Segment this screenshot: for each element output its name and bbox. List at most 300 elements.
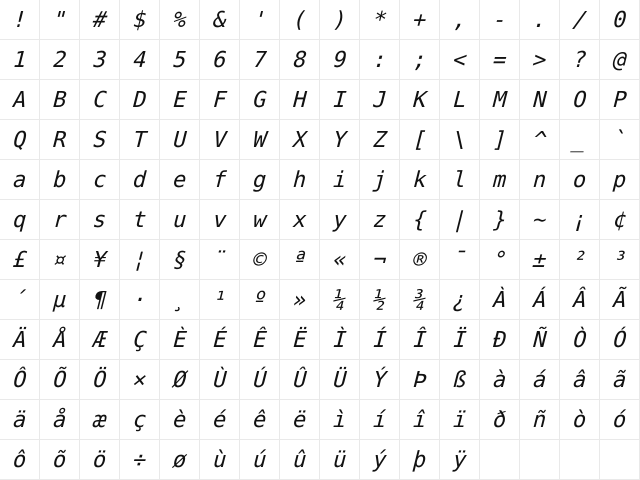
glyph-cell[interactable] bbox=[80, 400, 120, 440]
glyph-cell[interactable] bbox=[600, 320, 640, 360]
glyph-cell[interactable] bbox=[40, 40, 80, 80]
glyph: # bbox=[89, 7, 110, 33]
glyph: ] bbox=[489, 127, 510, 153]
glyph: - bbox=[489, 7, 510, 33]
glyph: Ó bbox=[609, 327, 630, 353]
glyph: ý bbox=[369, 447, 390, 473]
glyph-cell[interactable] bbox=[80, 160, 120, 200]
glyph: Ã bbox=[609, 287, 630, 313]
glyph: À bbox=[489, 287, 510, 313]
glyph: ¼ bbox=[329, 287, 350, 313]
glyph: k bbox=[409, 167, 430, 193]
glyph-cell[interactable] bbox=[40, 80, 80, 120]
glyph-cell[interactable] bbox=[280, 160, 320, 200]
glyph-cell[interactable] bbox=[120, 240, 160, 280]
glyph-cell[interactable] bbox=[320, 0, 360, 40]
glyph-cell[interactable] bbox=[160, 200, 200, 240]
glyph-cell[interactable] bbox=[0, 320, 40, 360]
glyph-cell[interactable] bbox=[520, 120, 560, 160]
glyph-cell[interactable] bbox=[40, 360, 80, 400]
glyph: Ð bbox=[489, 327, 510, 353]
glyph-cell[interactable] bbox=[400, 280, 440, 320]
glyph-cell[interactable] bbox=[560, 360, 600, 400]
glyph: ÷ bbox=[129, 447, 150, 473]
glyph: Ý bbox=[369, 367, 390, 393]
glyph-cell[interactable] bbox=[440, 400, 480, 440]
glyph: S bbox=[89, 127, 110, 153]
glyph-cell[interactable] bbox=[440, 320, 480, 360]
glyph: é bbox=[209, 407, 230, 433]
glyph: Ì bbox=[329, 327, 350, 353]
glyph: 5 bbox=[169, 47, 190, 73]
glyph-cell[interactable] bbox=[240, 0, 280, 40]
glyph-cell[interactable] bbox=[360, 160, 400, 200]
glyph-cell[interactable] bbox=[520, 0, 560, 40]
glyph-cell[interactable] bbox=[520, 360, 560, 400]
glyph: J bbox=[369, 87, 390, 113]
glyph: ¾ bbox=[409, 287, 430, 313]
glyph-cell[interactable] bbox=[400, 0, 440, 40]
glyph-cell[interactable] bbox=[600, 280, 640, 320]
glyph: Í bbox=[369, 327, 390, 353]
glyph: I bbox=[329, 87, 350, 113]
glyph-cell[interactable] bbox=[400, 400, 440, 440]
glyph-cell[interactable] bbox=[80, 360, 120, 400]
glyph: ¶ bbox=[89, 287, 110, 313]
glyph: w bbox=[249, 207, 270, 233]
glyph-cell[interactable] bbox=[320, 200, 360, 240]
glyph-cell[interactable] bbox=[440, 440, 480, 480]
glyph: 6 bbox=[209, 47, 230, 73]
glyph-cell[interactable] bbox=[0, 0, 40, 40]
glyph: « bbox=[329, 247, 350, 273]
glyph: Ü bbox=[329, 367, 350, 393]
glyph-cell[interactable] bbox=[120, 40, 160, 80]
glyph: > bbox=[529, 47, 550, 73]
glyph-cell[interactable] bbox=[600, 400, 640, 440]
glyph-cell[interactable] bbox=[400, 320, 440, 360]
glyph-cell[interactable] bbox=[320, 120, 360, 160]
glyph-cell[interactable] bbox=[120, 400, 160, 440]
glyph-cell[interactable] bbox=[40, 200, 80, 240]
glyph: 2 bbox=[49, 47, 70, 73]
glyph-cell[interactable] bbox=[440, 200, 480, 240]
glyph-cell[interactable] bbox=[240, 80, 280, 120]
glyph-cell[interactable] bbox=[40, 240, 80, 280]
glyph-cell[interactable] bbox=[200, 80, 240, 120]
glyph-cell[interactable] bbox=[80, 280, 120, 320]
glyph-cell[interactable] bbox=[520, 280, 560, 320]
glyph-cell[interactable] bbox=[360, 120, 400, 160]
glyph: þ bbox=[409, 447, 430, 473]
glyph-cell[interactable] bbox=[320, 40, 360, 80]
glyph: Ë bbox=[289, 327, 310, 353]
glyph: $ bbox=[129, 7, 150, 33]
glyph-cell[interactable] bbox=[440, 360, 480, 400]
glyph: Ñ bbox=[529, 327, 550, 353]
glyph-cell[interactable] bbox=[400, 200, 440, 240]
glyph: Ä bbox=[9, 327, 30, 353]
glyph-cell[interactable] bbox=[440, 280, 480, 320]
glyph-cell[interactable] bbox=[320, 80, 360, 120]
glyph: G bbox=[249, 87, 270, 113]
glyph-cell[interactable] bbox=[360, 40, 400, 80]
glyph-cell[interactable] bbox=[520, 80, 560, 120]
glyph: i bbox=[329, 167, 350, 193]
glyph: Î bbox=[409, 327, 430, 353]
glyph-cell[interactable] bbox=[160, 400, 200, 440]
glyph-cell[interactable] bbox=[520, 400, 560, 440]
glyph-cell[interactable] bbox=[480, 40, 520, 80]
glyph-cell[interactable] bbox=[160, 40, 200, 80]
glyph-cell[interactable] bbox=[560, 0, 600, 40]
glyph-cell[interactable] bbox=[280, 320, 320, 360]
glyph-cell[interactable] bbox=[520, 200, 560, 240]
glyph-cell[interactable] bbox=[40, 120, 80, 160]
glyph: e bbox=[169, 167, 190, 193]
glyph-cell[interactable] bbox=[480, 120, 520, 160]
glyph-cell[interactable] bbox=[440, 160, 480, 200]
glyph-cell[interactable] bbox=[200, 240, 240, 280]
glyph-cell[interactable] bbox=[0, 80, 40, 120]
glyph: ê bbox=[249, 407, 270, 433]
glyph-cell[interactable] bbox=[400, 240, 440, 280]
glyph-cell[interactable] bbox=[160, 120, 200, 160]
glyph-cell[interactable] bbox=[240, 240, 280, 280]
glyph: × bbox=[129, 367, 150, 393]
glyph-cell[interactable] bbox=[160, 280, 200, 320]
glyph-cell[interactable] bbox=[280, 0, 320, 40]
glyph: Y bbox=[329, 127, 350, 153]
glyph-cell[interactable] bbox=[40, 400, 80, 440]
glyph-cell[interactable] bbox=[280, 280, 320, 320]
glyph-cell[interactable] bbox=[600, 0, 640, 40]
glyph-cell[interactable] bbox=[560, 400, 600, 440]
glyph: R bbox=[49, 127, 70, 153]
glyph: ¥ bbox=[89, 247, 110, 273]
glyph-cell[interactable] bbox=[160, 80, 200, 120]
glyph-cell[interactable] bbox=[200, 120, 240, 160]
glyph-cell[interactable] bbox=[160, 240, 200, 280]
glyph-cell[interactable] bbox=[280, 400, 320, 440]
glyph-cell[interactable] bbox=[80, 200, 120, 240]
glyph-cell[interactable] bbox=[480, 240, 520, 280]
glyph-cell[interactable] bbox=[240, 320, 280, 360]
glyph-cell[interactable] bbox=[160, 0, 200, 40]
glyph-cell[interactable] bbox=[520, 160, 560, 200]
glyph-cell[interactable] bbox=[480, 400, 520, 440]
glyph-cell[interactable] bbox=[200, 200, 240, 240]
glyph: Û bbox=[289, 367, 310, 393]
glyph: ï bbox=[449, 407, 470, 433]
glyph-cell[interactable] bbox=[80, 120, 120, 160]
glyph-cell[interactable] bbox=[400, 440, 440, 480]
glyph: 1 bbox=[9, 47, 30, 73]
glyph-cell[interactable] bbox=[0, 440, 40, 480]
glyph: ô bbox=[9, 447, 30, 473]
glyph: Ò bbox=[569, 327, 590, 353]
glyph-cell[interactable] bbox=[480, 160, 520, 200]
glyph: Â bbox=[569, 287, 590, 313]
glyph-cell[interactable] bbox=[400, 40, 440, 80]
glyph-cell[interactable] bbox=[320, 440, 360, 480]
glyph-cell[interactable] bbox=[240, 160, 280, 200]
glyph-cell[interactable] bbox=[0, 280, 40, 320]
glyph: ã bbox=[609, 367, 630, 393]
glyph: ø bbox=[169, 447, 190, 473]
glyph-cell[interactable] bbox=[120, 0, 160, 40]
glyph-cell[interactable] bbox=[80, 80, 120, 120]
glyph-cell[interactable] bbox=[280, 120, 320, 160]
glyph-cell[interactable] bbox=[480, 80, 520, 120]
glyph: ' bbox=[249, 7, 270, 33]
glyph-cell[interactable] bbox=[200, 320, 240, 360]
glyph-cell[interactable] bbox=[240, 120, 280, 160]
glyph: ± bbox=[529, 247, 550, 273]
glyph-cell[interactable] bbox=[0, 400, 40, 440]
glyph-cell[interactable] bbox=[120, 80, 160, 120]
glyph: ò bbox=[569, 407, 590, 433]
glyph-cell[interactable] bbox=[80, 40, 120, 80]
glyph-cell[interactable] bbox=[440, 120, 480, 160]
glyph-cell[interactable] bbox=[120, 440, 160, 480]
glyph-cell[interactable] bbox=[360, 80, 400, 120]
glyph: á bbox=[529, 367, 550, 393]
glyph: ; bbox=[409, 47, 430, 73]
glyph: j bbox=[369, 167, 390, 193]
glyph-cell[interactable] bbox=[600, 40, 640, 80]
glyph-cell[interactable] bbox=[360, 360, 400, 400]
glyph-cell[interactable] bbox=[400, 120, 440, 160]
glyph-cell[interactable] bbox=[520, 240, 560, 280]
glyph: © bbox=[249, 247, 270, 273]
glyph-cell[interactable] bbox=[0, 120, 40, 160]
glyph: ` bbox=[609, 127, 630, 153]
glyph: Å bbox=[49, 327, 70, 353]
glyph-cell[interactable] bbox=[560, 240, 600, 280]
glyph: Q bbox=[9, 127, 30, 153]
glyph: ¤ bbox=[49, 247, 70, 273]
glyph: 8 bbox=[289, 47, 310, 73]
glyph-cell[interactable] bbox=[600, 80, 640, 120]
glyph: x bbox=[289, 207, 310, 233]
glyph-cell[interactable] bbox=[40, 320, 80, 360]
glyph-cell[interactable] bbox=[360, 200, 400, 240]
glyph-cell[interactable] bbox=[320, 240, 360, 280]
glyph: ñ bbox=[529, 407, 550, 433]
glyph-cell[interactable] bbox=[600, 160, 640, 200]
glyph: 3 bbox=[89, 47, 110, 73]
glyph-cell[interactable] bbox=[200, 0, 240, 40]
glyph: W bbox=[249, 127, 270, 153]
glyph-cell[interactable] bbox=[280, 200, 320, 240]
glyph: 0 bbox=[609, 7, 630, 33]
glyph-cell[interactable] bbox=[320, 280, 360, 320]
glyph-cell[interactable] bbox=[360, 320, 400, 360]
glyph-cell[interactable] bbox=[80, 240, 120, 280]
glyph: » bbox=[289, 287, 310, 313]
glyph: ¦ bbox=[129, 247, 150, 273]
glyph-cell[interactable] bbox=[440, 40, 480, 80]
glyph-cell[interactable] bbox=[360, 440, 400, 480]
glyph: V bbox=[209, 127, 230, 153]
glyph: ? bbox=[569, 47, 590, 73]
glyph-cell[interactable] bbox=[200, 160, 240, 200]
glyph-cell[interactable] bbox=[360, 280, 400, 320]
glyph: T bbox=[129, 127, 150, 153]
glyph: ® bbox=[409, 247, 430, 273]
glyph: ½ bbox=[369, 287, 390, 313]
glyph-cell[interactable] bbox=[560, 200, 600, 240]
glyph-cell[interactable] bbox=[0, 40, 40, 80]
glyph: ¯ bbox=[449, 247, 470, 273]
glyph: 7 bbox=[249, 47, 270, 73]
glyph-cell[interactable] bbox=[560, 320, 600, 360]
glyph-cell[interactable] bbox=[40, 160, 80, 200]
glyph-cell[interactable] bbox=[40, 280, 80, 320]
glyph: | bbox=[449, 207, 470, 233]
glyph-cell[interactable] bbox=[240, 360, 280, 400]
glyph-cell[interactable] bbox=[400, 360, 440, 400]
glyph: î bbox=[409, 407, 430, 433]
glyph-cell[interactable] bbox=[280, 440, 320, 480]
glyph: [ bbox=[409, 127, 430, 153]
glyph-cell[interactable] bbox=[400, 160, 440, 200]
glyph-cell[interactable] bbox=[280, 240, 320, 280]
glyph-cell[interactable] bbox=[160, 320, 200, 360]
glyph-cell[interactable] bbox=[360, 240, 400, 280]
glyph-cell[interactable] bbox=[200, 40, 240, 80]
glyph: ó bbox=[609, 407, 630, 433]
glyph: E bbox=[169, 87, 190, 113]
glyph: " bbox=[49, 7, 70, 33]
glyph: ^ bbox=[529, 127, 550, 153]
glyph-cell[interactable] bbox=[120, 280, 160, 320]
glyph: ¢ bbox=[609, 207, 630, 233]
glyph-cell[interactable] bbox=[440, 0, 480, 40]
glyph: â bbox=[569, 367, 590, 393]
glyph-cell[interactable] bbox=[120, 160, 160, 200]
glyph-cell[interactable] bbox=[80, 440, 120, 480]
glyph-cell[interactable] bbox=[160, 360, 200, 400]
glyph-cell[interactable] bbox=[480, 280, 520, 320]
glyph: K bbox=[409, 87, 430, 113]
glyph: ¿ bbox=[449, 287, 470, 313]
glyph-cell[interactable] bbox=[240, 200, 280, 240]
glyph-cell[interactable] bbox=[360, 400, 400, 440]
glyph-cell[interactable] bbox=[200, 440, 240, 480]
glyph-cell[interactable] bbox=[240, 280, 280, 320]
glyph: U bbox=[169, 127, 190, 153]
glyph: . bbox=[529, 7, 550, 33]
glyph-cell[interactable] bbox=[400, 80, 440, 120]
glyph: b bbox=[49, 167, 70, 193]
glyph-cell[interactable] bbox=[600, 240, 640, 280]
glyph-cell[interactable] bbox=[120, 360, 160, 400]
glyph-cell[interactable] bbox=[320, 360, 360, 400]
glyph-cell[interactable] bbox=[560, 40, 600, 80]
glyph: ~ bbox=[529, 207, 550, 233]
glyph-cell[interactable] bbox=[560, 280, 600, 320]
glyph-cell[interactable] bbox=[0, 200, 40, 240]
glyph-cell[interactable] bbox=[600, 120, 640, 160]
glyph-cell[interactable] bbox=[440, 80, 480, 120]
glyph: ì bbox=[329, 407, 350, 433]
glyph: A bbox=[9, 87, 30, 113]
glyph-cell[interactable] bbox=[360, 0, 400, 40]
glyph: · bbox=[129, 287, 150, 313]
glyph-cell[interactable] bbox=[280, 40, 320, 80]
glyph: + bbox=[409, 7, 430, 33]
glyph-cell[interactable] bbox=[120, 320, 160, 360]
glyph: ß bbox=[449, 367, 470, 393]
glyph-cell[interactable] bbox=[40, 440, 80, 480]
glyph: Á bbox=[529, 287, 550, 313]
glyph-cell[interactable] bbox=[320, 400, 360, 440]
glyph: % bbox=[169, 7, 190, 33]
glyph: È bbox=[169, 327, 190, 353]
glyph-cell[interactable] bbox=[240, 440, 280, 480]
glyph-cell[interactable] bbox=[480, 360, 520, 400]
glyph: ¡ bbox=[569, 207, 590, 233]
glyph: Ù bbox=[209, 367, 230, 393]
glyph: / bbox=[569, 7, 590, 33]
glyph-cell[interactable] bbox=[320, 320, 360, 360]
glyph-cell[interactable] bbox=[0, 240, 40, 280]
glyph: £ bbox=[9, 247, 30, 273]
glyph-cell[interactable] bbox=[560, 80, 600, 120]
glyph-cell[interactable] bbox=[240, 400, 280, 440]
glyph-cell[interactable] bbox=[200, 280, 240, 320]
glyph-cell[interactable] bbox=[600, 360, 640, 400]
glyph-cell[interactable] bbox=[120, 200, 160, 240]
glyph: = bbox=[489, 47, 510, 73]
glyph: è bbox=[169, 407, 190, 433]
glyph-cell[interactable] bbox=[240, 40, 280, 80]
glyph-cell[interactable] bbox=[440, 240, 480, 280]
glyph-cell[interactable] bbox=[200, 400, 240, 440]
glyph: ÿ bbox=[449, 447, 470, 473]
glyph-cell[interactable] bbox=[560, 120, 600, 160]
glyph-cell[interactable] bbox=[480, 320, 520, 360]
glyph-cell[interactable] bbox=[280, 80, 320, 120]
glyph: ú bbox=[249, 447, 270, 473]
glyph-cell[interactable] bbox=[120, 120, 160, 160]
glyph-cell[interactable] bbox=[40, 0, 80, 40]
glyph-cell[interactable] bbox=[160, 160, 200, 200]
glyph: p bbox=[609, 167, 630, 193]
glyph-cell[interactable] bbox=[160, 440, 200, 480]
glyph-cell[interactable] bbox=[480, 0, 520, 40]
glyph-cell[interactable] bbox=[520, 320, 560, 360]
glyph-cell[interactable] bbox=[560, 160, 600, 200]
glyph-cell[interactable] bbox=[600, 200, 640, 240]
glyph: t bbox=[129, 207, 150, 233]
glyph-cell[interactable] bbox=[200, 360, 240, 400]
glyph-cell[interactable] bbox=[80, 0, 120, 40]
glyph: ° bbox=[489, 247, 510, 273]
glyph: ² bbox=[569, 247, 590, 273]
glyph-cell[interactable] bbox=[520, 40, 560, 80]
glyph: m bbox=[489, 167, 510, 193]
glyph-cell[interactable] bbox=[480, 200, 520, 240]
glyph: Ç bbox=[129, 327, 150, 353]
glyph-cell[interactable] bbox=[0, 160, 40, 200]
glyph-cell[interactable] bbox=[80, 320, 120, 360]
glyph-cell[interactable] bbox=[280, 360, 320, 400]
glyph-cell[interactable] bbox=[0, 360, 40, 400]
glyph-cell[interactable] bbox=[320, 160, 360, 200]
